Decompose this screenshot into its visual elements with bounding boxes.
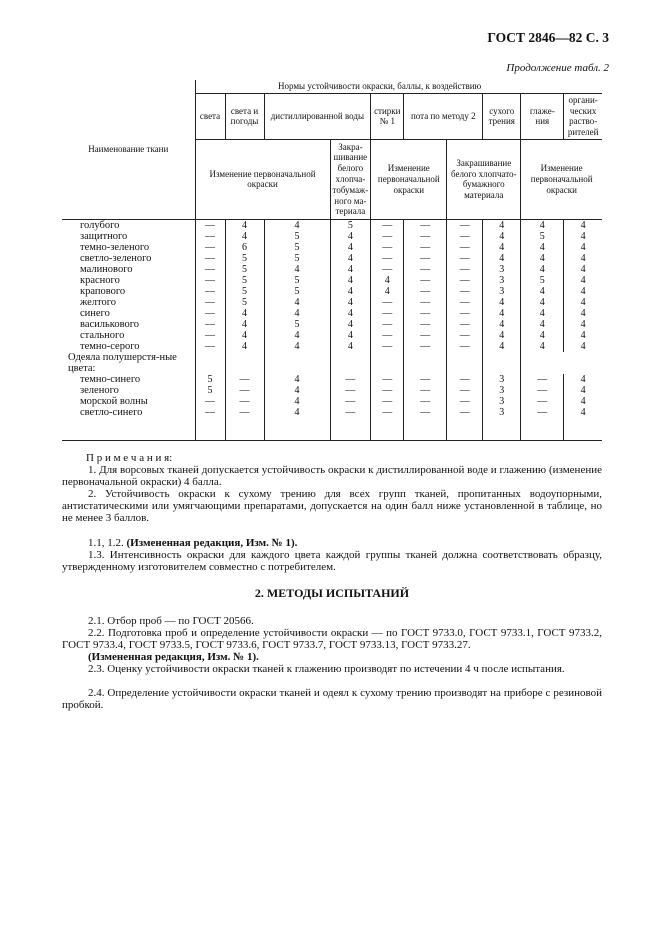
rating-cell: 4 [225, 341, 264, 352]
sub-header-light: света [195, 93, 225, 139]
note-1: 1. Для ворсовых тканей допускается устойчивость окраски к дистиллированной воде и глажению (изменение первоначальной окраски) 4 балла. [62, 464, 602, 488]
rating-cell: 4 [330, 286, 371, 297]
rating-cell: 4 [264, 407, 330, 418]
rating-cell: — [447, 242, 483, 253]
rating-cell: — [195, 297, 225, 308]
rating-cell: 3 [483, 286, 521, 297]
rating-cell: 4 [564, 341, 602, 352]
fabric-name: синего [62, 308, 195, 319]
color-fastness-table [62, 80, 602, 441]
rating-cell: 6 [225, 242, 264, 253]
table-row [62, 385, 602, 396]
rating-cell: 4 [225, 308, 264, 319]
rating-cell: 4 [330, 308, 371, 319]
table-row [62, 407, 602, 418]
rating-cell: 4 [521, 286, 564, 297]
rating-cell: — [195, 341, 225, 352]
table-continuation-label: Продолжение табл. 2 [506, 62, 609, 74]
rating-cell: 5 [521, 275, 564, 286]
rating-cell: — [521, 396, 564, 407]
rating-cell: — [447, 374, 483, 385]
rating-cell: — [404, 308, 447, 319]
rating-cell: — [404, 341, 447, 352]
rating-cell: 3 [483, 407, 521, 418]
rating-cell: — [330, 407, 371, 418]
table-row [62, 319, 602, 330]
rating-cell: — [371, 219, 404, 231]
rating-cell: 4 [371, 275, 404, 286]
rating-cell: — [404, 407, 447, 418]
table-row [62, 374, 602, 385]
fabric-name: стального [62, 330, 195, 341]
rating-cell: — [447, 330, 483, 341]
rating-cell: — [404, 330, 447, 341]
fabric-name: защитного [62, 231, 195, 242]
table-row [62, 297, 602, 308]
rating-cell: 3 [483, 385, 521, 396]
rating-cell: 4 [564, 297, 602, 308]
section-title: 2. МЕТОДЫ ИСПЫТАНИЙ [254, 586, 410, 600]
rating-cell: — [447, 219, 483, 231]
rating-cell: — [371, 341, 404, 352]
rating-cell: — [404, 219, 447, 231]
rating-cell: 4 [264, 330, 330, 341]
rating-cell: 4 [264, 264, 330, 275]
rating-cell: — [371, 308, 404, 319]
fabric-name: темно-зеленого [62, 242, 195, 253]
rating-cell: 4 [483, 341, 521, 352]
rating-cell: 4 [483, 319, 521, 330]
rating-cell: — [447, 308, 483, 319]
rating-cell: 4 [264, 396, 330, 407]
fabric-name: темно-серого [62, 341, 195, 352]
rating-cell: 4 [521, 341, 564, 352]
paragraph-1-1-1-2 [62, 537, 602, 549]
rating-cell: 3 [483, 374, 521, 385]
rating-cell: — [330, 396, 371, 407]
rating-cell: — [195, 219, 225, 231]
rating-cell: 4 [483, 297, 521, 308]
rating-cell: 4 [564, 407, 602, 418]
rating-cell: 4 [330, 242, 371, 253]
rating-cell: 4 [330, 319, 371, 330]
paragraph-2-3: 2.3. Оценку устойчивости окраски тканей к глажению производят по истечении 4 ч после испытания. [88, 663, 565, 675]
rating-cell: 4 [483, 253, 521, 264]
rating-cell: 4 [521, 253, 564, 264]
rating-cell: 4 [564, 308, 602, 319]
sub-header-wash: стирки № 1 [371, 93, 404, 139]
group-header-stain-2: Закрашивание белого хлопчато-бумажного материала [447, 139, 521, 219]
rating-cell: — [521, 385, 564, 396]
rating-cell: — [371, 231, 404, 242]
table-row [62, 219, 602, 231]
rating-cell: — [225, 385, 264, 396]
group-header-change-1: Изменение первоначальной окраски [195, 139, 330, 219]
table-row [62, 253, 602, 264]
paragraph-ref: 1.1, 1.2. [88, 537, 124, 549]
rating-cell: 3 [483, 264, 521, 275]
rating-cell: 4 [483, 219, 521, 231]
rating-cell: 5 [264, 242, 330, 253]
rating-cell: — [330, 385, 371, 396]
rating-cell: — [371, 407, 404, 418]
rating-cell: — [404, 264, 447, 275]
rating-cell: 4 [564, 319, 602, 330]
rating-cell: 4 [564, 396, 602, 407]
paragraph-2-2: 2.2. Подготовка проб и определение устойчивости окраски — по ГОСТ 9733.0, ГОСТ 9733.1, ГОСТ 9733.2, ГОСТ 9733.4, ГОСТ 9733.5, ГОСТ 9733.6, ГОСТ 9733.7, ГОСТ 9733.13, ГОСТ 9733.27. [62, 627, 602, 651]
rating-cell: — [225, 374, 264, 385]
rating-cell: — [404, 253, 447, 264]
rating-cell: — [447, 253, 483, 264]
rating-cell: 4 [564, 330, 602, 341]
rating-cell: — [521, 407, 564, 418]
table-row [62, 341, 602, 352]
fabric-name: зеленого [62, 385, 195, 396]
rating-cell: 5 [225, 297, 264, 308]
rating-cell: — [371, 330, 404, 341]
rating-cell: 4 [521, 242, 564, 253]
rating-cell: — [404, 319, 447, 330]
rating-cell: 5 [225, 264, 264, 275]
rating-cell: 4 [564, 253, 602, 264]
paragraph-1-3: 1.3. Интенсивность окраски для каждого цвета каждой группы тканей должна соответствовать образцу, утвержденному изготовителем совместно с потребителем. [62, 549, 602, 573]
rating-cell: 5 [521, 231, 564, 242]
rating-cell: 5 [330, 219, 371, 231]
table-row [62, 396, 602, 407]
fabric-name: красного [62, 275, 195, 286]
rating-cell: — [225, 407, 264, 418]
amendment-note-1: (Измененная редакция, Изм. № 1). [126, 537, 298, 549]
rating-cell: 4 [330, 231, 371, 242]
rating-cell: 4 [564, 242, 602, 253]
table-bottom-spacer [62, 418, 602, 441]
rating-cell: 4 [264, 219, 330, 231]
rating-cell: — [195, 308, 225, 319]
sub-header-sweat: пота по методу 2 [404, 93, 483, 139]
rating-cell: — [404, 231, 447, 242]
rating-cell: 5 [225, 275, 264, 286]
rating-cell: 5 [264, 231, 330, 242]
rating-cell: 4 [330, 264, 371, 275]
rating-cell: 4 [330, 330, 371, 341]
table-row [62, 330, 602, 341]
rating-cell: — [404, 297, 447, 308]
rating-cell: 4 [225, 319, 264, 330]
rating-cell: — [404, 374, 447, 385]
rating-cell: 4 [521, 308, 564, 319]
rating-cell: 5 [264, 275, 330, 286]
group-label-blankets: Одеяла полушерстя-ные цвета: [62, 352, 195, 374]
fabric-name: крапового [62, 286, 195, 297]
page-header: ГОСТ 2846—82 С. 3 [487, 30, 609, 45]
fabric-name: светло-синего [62, 407, 195, 418]
sub-header-light-weather: света и погоды [225, 93, 264, 139]
rating-cell: 4 [564, 286, 602, 297]
rating-cell: 4 [564, 385, 602, 396]
fabric-name: темно-синего [62, 374, 195, 385]
table-row [62, 264, 602, 275]
rating-cell: — [195, 253, 225, 264]
rating-cell: — [195, 231, 225, 242]
rating-cell: — [447, 264, 483, 275]
amendment-note-2: (Измененная редакция, Изм. № 1). [88, 651, 259, 663]
rating-cell: 4 [330, 341, 371, 352]
rating-cell: 4 [330, 275, 371, 286]
rating-cell: — [371, 242, 404, 253]
rating-cell: — [404, 286, 447, 297]
rating-cell: — [225, 396, 264, 407]
rating-cell: 4 [264, 374, 330, 385]
rating-cell: — [195, 275, 225, 286]
fabric-name: василькового [62, 319, 195, 330]
rating-cell: — [447, 396, 483, 407]
col-header-fabric: Наименование ткани [62, 80, 195, 219]
sub-header-solvents: органи-ческих раство-рителей [564, 93, 602, 139]
rating-cell: — [330, 374, 371, 385]
fabric-name: морской волны [62, 396, 195, 407]
rating-cell: — [447, 286, 483, 297]
rating-cell: 4 [521, 297, 564, 308]
rating-cell: — [195, 407, 225, 418]
rating-cell: — [371, 319, 404, 330]
table-row [62, 286, 602, 297]
sub-header-dry-rub: сухого трения [483, 93, 521, 139]
rating-cell: — [447, 231, 483, 242]
rating-cell: — [404, 242, 447, 253]
rating-cell: 4 [521, 319, 564, 330]
table-row [62, 308, 602, 319]
rating-cell: 4 [564, 374, 602, 385]
rating-cell: 4 [483, 242, 521, 253]
fabric-name: желтого [62, 297, 195, 308]
fabric-name: голубого [62, 219, 195, 231]
rating-cell: — [195, 242, 225, 253]
rating-cell: — [371, 253, 404, 264]
table-row [62, 242, 602, 253]
rating-cell: — [447, 275, 483, 286]
rating-cell: — [404, 396, 447, 407]
rating-cell: 4 [483, 330, 521, 341]
fabric-name: светло-зеленого [62, 253, 195, 264]
rating-cell: — [195, 264, 225, 275]
rating-cell: — [404, 275, 447, 286]
sub-header-ironing: глаже-ния [521, 93, 564, 139]
rating-cell: 5 [264, 286, 330, 297]
rating-cell: — [371, 264, 404, 275]
rating-cell: 4 [264, 385, 330, 396]
paragraph-2-1: 2.1. Отбор проб — по ГОСТ 20566. [88, 615, 254, 627]
rating-cell: 4 [564, 275, 602, 286]
rating-cell: 3 [483, 275, 521, 286]
rating-cell: — [447, 407, 483, 418]
rating-cell: 4 [521, 219, 564, 231]
table-row [62, 231, 602, 242]
rating-cell: 4 [264, 308, 330, 319]
rating-cell: 4 [521, 264, 564, 275]
rating-cell: — [447, 385, 483, 396]
notes-title: П р и м е ч а н и я: [86, 452, 173, 464]
rating-cell: — [195, 319, 225, 330]
group-header-change-2: Изменение первоначальной окраски [371, 139, 447, 219]
paragraph-2-4: 2.4. Определение устойчивости окраски тканей и одеял к сухому трению производят на приборе с резиновой пробкой. [62, 687, 602, 711]
table-row [62, 275, 602, 286]
group-header-change-3: Изменение первоначальной окраски [521, 139, 602, 219]
rating-cell: — [371, 374, 404, 385]
rating-cell: 5 [195, 374, 225, 385]
rating-cell: — [195, 396, 225, 407]
rating-cell: 4 [330, 297, 371, 308]
rating-cell: 4 [521, 330, 564, 341]
rating-cell: 4 [564, 264, 602, 275]
rating-cell: — [521, 374, 564, 385]
rating-cell: — [447, 297, 483, 308]
rating-cell: 4 [330, 253, 371, 264]
rating-cell: 4 [264, 297, 330, 308]
rating-cell: — [447, 319, 483, 330]
rating-cell: 5 [264, 253, 330, 264]
rating-cell: 4 [264, 341, 330, 352]
fabric-name: малинового [62, 264, 195, 275]
rating-cell: — [371, 297, 404, 308]
rating-cell: 5 [225, 253, 264, 264]
rating-cell: 4 [225, 330, 264, 341]
rating-cell: 4 [225, 231, 264, 242]
note-2: 2. Устойчивость окраски к сухому трению для всех групп тканей, пропитанных водоупорными, антистатическими или умягчающими препаратами, допускается на один балл ниже установленной в таблице, но не менее 3 баллов. [62, 488, 602, 524]
rating-cell: 4 [564, 231, 602, 242]
rating-cell: — [404, 385, 447, 396]
rating-cell: 4 [371, 286, 404, 297]
rating-cell: — [195, 286, 225, 297]
rating-cell: — [371, 385, 404, 396]
rating-cell: — [447, 341, 483, 352]
group-header-stain-1: Закра-шивание белого хлопча-тобумаж-ного ма-териала [330, 139, 371, 219]
rating-cell: 4 [225, 219, 264, 231]
sub-header-water: дистиллированной воды [264, 93, 371, 139]
rating-cell: 4 [564, 219, 602, 231]
rating-cell: 4 [483, 308, 521, 319]
rating-cell: 5 [264, 319, 330, 330]
rating-cell: 4 [483, 231, 521, 242]
rating-cell: 5 [195, 385, 225, 396]
rating-cell: 5 [225, 286, 264, 297]
col-header-norms: Нормы устойчивости окраски, баллы, к воздействию [195, 80, 564, 93]
rating-cell: 3 [483, 396, 521, 407]
rating-cell: — [371, 396, 404, 407]
rating-cell: — [195, 330, 225, 341]
